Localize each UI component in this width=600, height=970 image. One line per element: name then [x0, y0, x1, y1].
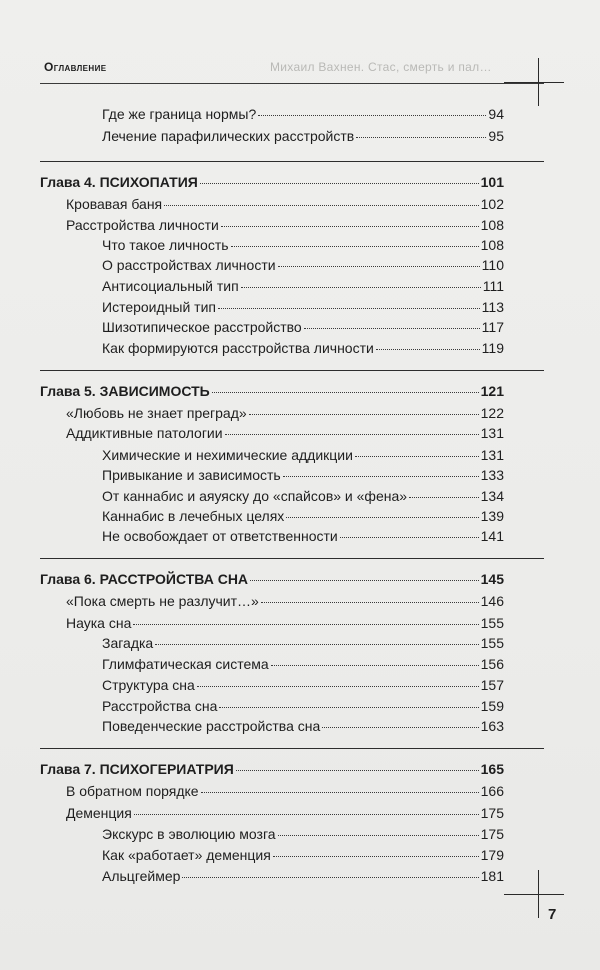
toc-entry-page: 113: [481, 299, 504, 315]
toc-entry[interactable]: [102, 507, 504, 525]
toc-entry[interactable]: [102, 298, 504, 316]
toc-entry[interactable]: [66, 424, 504, 442]
toc-entry-page: 159: [480, 698, 504, 714]
toc-entry-title: «Любовь не знает преград»: [66, 405, 247, 421]
toc-entry-page: 175: [480, 826, 504, 842]
toc-entry-title: Глава 4. ПСИХОПАТИЯ: [40, 174, 198, 190]
toc-chapter-entry[interactable]: [40, 173, 504, 191]
toc-entry-title: Кровавая баня: [66, 196, 163, 212]
toc-entry[interactable]: [102, 446, 504, 464]
dot-leader: [219, 707, 478, 708]
dot-leader: [258, 115, 486, 116]
dot-leader: [231, 246, 479, 247]
dot-leader: [249, 414, 479, 415]
toc-entry-page: 181: [480, 868, 504, 884]
toc-entry-page: 145: [480, 571, 504, 587]
toc-entry-page: 119: [481, 340, 504, 356]
crop-mark-top: [504, 58, 564, 118]
toc-entry[interactable]: [102, 236, 504, 254]
dot-leader: [409, 497, 479, 498]
toc-entry-title: Где же граница нормы?: [102, 106, 257, 122]
toc-entry-page: 117: [481, 319, 504, 335]
dot-leader: [164, 205, 479, 206]
running-head: Оглавление: [44, 60, 107, 74]
toc-entry-title: Каннабис в лечебных целях: [102, 508, 285, 524]
toc-entry-title: Глимфатическая система: [102, 656, 269, 672]
toc-chapter-entry[interactable]: [40, 570, 504, 588]
toc-entry-page: 141: [480, 528, 504, 544]
toc-entry-page: 101: [480, 174, 504, 190]
toc-entry-page: 102: [480, 196, 504, 212]
dot-leader: [278, 266, 480, 267]
toc-entry-title: Расстройства сна: [102, 698, 218, 714]
toc-entry-title: Экскурс в эволюцию мозга: [102, 826, 276, 842]
dot-leader: [197, 686, 479, 687]
toc-entry-page: 111: [482, 278, 504, 294]
dot-leader: [271, 665, 479, 666]
toc-entry-page: 179: [480, 847, 504, 863]
toc-entry-title: Что такое личность: [102, 237, 229, 253]
chapter-divider: [40, 161, 544, 162]
toc-entry-title: Структура сна: [102, 677, 195, 693]
toc-entry[interactable]: [66, 195, 504, 213]
dot-leader: [355, 456, 479, 457]
toc-entry-title: Лечение парафилических расстройств: [102, 128, 355, 144]
toc-entry-page: 122: [480, 405, 504, 421]
dot-leader: [261, 602, 479, 603]
dot-leader: [212, 392, 479, 393]
toc-entry-page: 95: [488, 128, 504, 144]
toc-entry-title: О расстройствах личности: [102, 257, 276, 273]
toc-entry[interactable]: [66, 782, 504, 800]
toc-entry[interactable]: [66, 804, 504, 822]
dot-leader: [273, 856, 479, 857]
toc-entry-title: Как «работает» деменция: [102, 847, 271, 863]
toc-entry[interactable]: [102, 676, 504, 694]
toc-entry-page: 163: [480, 718, 504, 734]
dot-leader: [225, 434, 479, 435]
toc-entry-page: 110: [481, 257, 504, 273]
dot-leader: [218, 308, 480, 309]
dot-leader: [236, 770, 479, 771]
toc-entry-page: 165: [480, 761, 504, 777]
header-rule: [40, 83, 544, 84]
dot-leader: [340, 537, 479, 538]
toc-entry[interactable]: [102, 127, 504, 145]
toc-entry-title: Поведенческие расстройства сна: [102, 718, 321, 734]
toc-chapter-entry[interactable]: [40, 760, 504, 778]
toc-entry-page: 155: [480, 615, 504, 631]
toc-entry[interactable]: [66, 404, 504, 422]
dot-leader: [283, 476, 479, 477]
dot-leader: [278, 835, 479, 836]
dot-leader: [356, 137, 486, 138]
toc-entry-title: Не освобождает от ответственности: [102, 528, 338, 544]
toc-entry[interactable]: [102, 487, 504, 505]
dot-leader: [376, 349, 480, 350]
toc-entry-page: 139: [480, 508, 504, 524]
toc-entry-title: Истероидный тип: [102, 299, 216, 315]
toc-entry[interactable]: [66, 614, 504, 632]
toc-entry[interactable]: [102, 277, 504, 295]
toc-entry-title: Глава 6. РАССТРОЙСТВА СНА: [40, 571, 249, 587]
toc-entry-page: 94: [488, 106, 504, 122]
toc-entry-page: 157: [480, 677, 504, 693]
toc-entry-page: 166: [480, 783, 504, 799]
dot-leader: [182, 877, 478, 878]
toc-entry-page: 175: [480, 805, 504, 821]
toc-entry[interactable]: [102, 717, 504, 735]
toc-entry-title: Альцгеймер: [102, 868, 181, 884]
toc-entry-page: 146: [480, 593, 504, 609]
toc-chapter-entry[interactable]: [40, 382, 504, 400]
dot-leader: [200, 183, 479, 184]
dot-leader: [241, 287, 481, 288]
toc-entry-page: 134: [480, 488, 504, 504]
toc-entry[interactable]: [66, 216, 504, 234]
dot-leader: [304, 328, 480, 329]
toc-entry-page: 108: [480, 237, 504, 253]
toc-entry-title: Химические и нехимические аддикции: [102, 447, 353, 463]
toc-entry-page: 131: [480, 447, 504, 463]
toc-entry-title: От каннабис и аяуяску до «спайсов» и «фена»: [102, 488, 408, 504]
chapter-divider: [40, 748, 544, 749]
page-number: 7: [548, 906, 557, 923]
toc-entry[interactable]: [102, 825, 504, 843]
dot-leader: [134, 814, 479, 815]
dot-leader: [221, 226, 479, 227]
toc-entry[interactable]: [102, 697, 504, 715]
toc-entry-page: 155: [480, 635, 504, 651]
chapter-divider: [40, 370, 544, 371]
dot-leader: [286, 517, 478, 518]
dot-leader: [322, 727, 478, 728]
toc-entry[interactable]: [102, 527, 504, 545]
toc-entry-page: 131: [480, 425, 504, 441]
toc-entry-title: В обратном порядке: [66, 783, 199, 799]
dot-leader: [250, 580, 479, 581]
toc-entry[interactable]: [102, 339, 504, 357]
toc-entry-page: 121: [480, 383, 504, 399]
toc-entry-title: Шизотипическое расстройство: [102, 319, 302, 335]
toc-entry-page: 133: [480, 467, 504, 483]
toc-entry-title: Расстройства личности: [66, 217, 219, 233]
toc-entry-title: Загадка: [102, 635, 154, 651]
toc-entry-title: Глава 7. ПСИХОГЕРИАТРИЯ: [40, 761, 234, 777]
toc-entry[interactable]: [102, 105, 504, 123]
dot-leader: [201, 792, 479, 793]
show-through-text: Михаил Вахнен. Стас, смерть и пал…: [270, 60, 492, 74]
toc-entry[interactable]: [102, 634, 504, 652]
toc-entry-page: 108: [480, 217, 504, 233]
toc-entry[interactable]: [102, 655, 504, 673]
toc-entry-title: Антисоциальный тип: [102, 278, 239, 294]
toc-entry-title: Как формируются расстройства личности: [102, 340, 374, 356]
toc-entry[interactable]: [102, 318, 504, 336]
toc-entry-title: «Пока смерть не разлучит…»: [66, 593, 259, 609]
toc-entry[interactable]: [102, 846, 504, 864]
toc-entry[interactable]: [102, 256, 504, 274]
chapter-divider: [40, 558, 544, 559]
toc-entry-title: Глава 5. ЗАВИСИМОСТЬ: [40, 383, 210, 399]
toc-entry-title: Наука сна: [66, 615, 132, 631]
dot-leader: [155, 644, 478, 645]
toc-entry-title: Привыкание и зависимость: [102, 467, 281, 483]
toc-entry-page: 156: [480, 656, 504, 672]
toc-entry-title: Аддиктивные патологии: [66, 425, 223, 441]
toc-entry[interactable]: [102, 867, 504, 885]
toc-entry-title: Деменция: [66, 805, 132, 821]
toc-entry[interactable]: [66, 592, 504, 610]
toc-entry[interactable]: [102, 466, 504, 484]
dot-leader: [133, 624, 478, 625]
